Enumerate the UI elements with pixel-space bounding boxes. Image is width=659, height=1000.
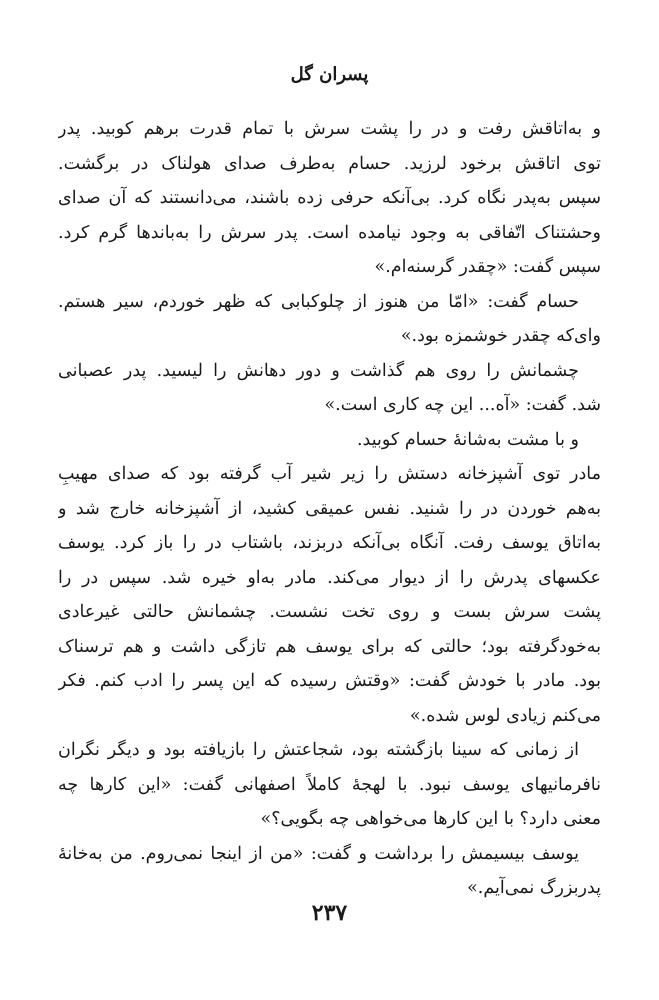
text-line: به‌هم خوردن در را شنید. نفس عمیقی کشید، از آشپزخانه خارج شد و bbox=[58, 498, 601, 519]
text-line: نافرمانیهای یوسف نبود. با لهجهٔ کاملاً اصفهانی گفت: «این کارها چه bbox=[58, 774, 601, 795]
text-line: حسام گفت: «امّا من هنوز از چلوکبابی که ظهر خوردم، سیر هستم. bbox=[58, 291, 579, 312]
text-line: به‌خودگرفته بود؛ حالتی که برای یوسف هم تازگی داشت و هم ترسناک bbox=[58, 636, 601, 657]
text-line: می‌کنم زیادی لوس شده.» bbox=[409, 705, 601, 726]
text-line: چشمانش را روی هم گذاشت و دور دهانش را لیسید. پدر عصبانی bbox=[58, 360, 579, 381]
text-line: مادر توی آشپزخانه دستش را زیر شیر آب گرفته بود که صدای مهیبِ bbox=[58, 464, 601, 484]
running-header: پسران گل bbox=[290, 64, 369, 85]
text-line: عکسهای پدرش را از دیوار می‌کند. مادر به‌او خیره شد. سپس در را bbox=[58, 567, 601, 588]
text-line: شد. گفت: «آه... این چه کاری است.» bbox=[324, 395, 601, 415]
text-line: به‌اتاق یوسف رفت. آنگاه بی‌آنکه دربزند، باشتاب در را باز کرد. یوسف bbox=[58, 533, 601, 553]
body-text bbox=[58, 112, 601, 906]
text-line: وحشتناک اتّفاقی به وجود نیامده است. پدر سرش را به‌باندها گرم کرد. bbox=[58, 222, 601, 243]
text-line: پدربزرگ نمی‌آیم.» bbox=[467, 878, 601, 898]
text-line: سپس گفت: «چقدر گرسنه‌ام.» bbox=[374, 257, 601, 277]
text-line: سپس به‌پدر نگاه کرد. بی‌آنکه حرفی زده باشند، می‌دانستند که آن صدای bbox=[58, 188, 601, 208]
text-line: از زمانی که سینا بازگشته بود، شجاعتش را بازیافته بود و دیگر نگران bbox=[58, 740, 579, 760]
page-number: ۲۳۷ bbox=[311, 900, 348, 926]
text-line: معنی دارد؟ با این کارها می‌خواهی چه بگویی؟» bbox=[260, 809, 601, 829]
text-line: یوسف بیسیمش را برداشت و گفت: «من از اینجا نمی‌روم. من به‌خانهٔ bbox=[58, 843, 579, 864]
text-line: توی اتاقش برخود لرزید. حسام به‌طرف صدای هولناک در برگشت. bbox=[58, 153, 601, 174]
text-line: پشت سرش بست و روی تخت نشست. چشمانش حالتی غیرعادی bbox=[58, 602, 601, 622]
text-line: وای‌که چقدر خوشمزه بود.» bbox=[400, 326, 601, 346]
text-line: و به‌اتاقش رفت و در را پشت سرش با تمام قدرت برهم کوبید. پدر bbox=[58, 119, 601, 139]
text-line: بود. مادر با خودش گفت: «وقتش رسیده که این پسر را ادب کنم. فکر bbox=[58, 671, 601, 691]
text-line: و با مشت به‌شانهٔ حسام کوبید. bbox=[356, 429, 579, 450]
